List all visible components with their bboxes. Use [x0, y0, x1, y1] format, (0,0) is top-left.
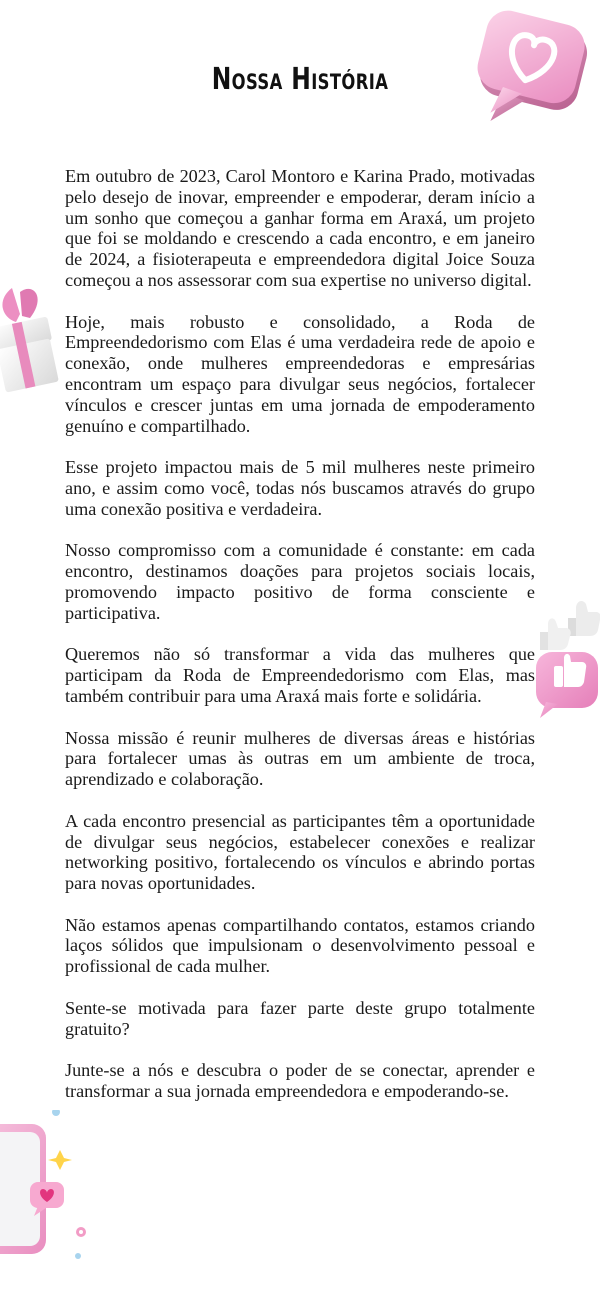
paragraph: A cada encontro presencial as participantes têm a oportunidade de divulgar seus negócios, estabelecer conexões e realizar networking positivo, fortalecendo os vínculos e abrindo portas para novas oportunidades. [65, 810, 535, 894]
paragraph: Não estamos apenas compartilhando contatos, estamos criando laços sólidos que impulsionam o desenvolvimento pessoal e profissional de cada mulher. [65, 914, 535, 977]
heart-speech-bubble-icon [470, 10, 598, 135]
paragraph: Hoje, mais robusto e consolidado, a Roda de Empreendedorismo com Elas é uma verdadeira rede de apoio e conexão, onde mulheres empreendedoras e empresárias encontram um espaço para divulgar seus negócios, fortalecer vínculos e crescer juntas em uma jornada de empoderamento genuíno e compartilhado. [65, 311, 535, 436]
paragraph: Junte-se a nós e descubra o poder de se conectar, aprender e transformar a sua jornada empreendedora e empoderando-se. [65, 1060, 535, 1102]
paragraph: Nossa missão é reunir mulheres de diversas áreas e histórias para fortalecer umas às outras em um ambiente de troca, aprendizado e colaboração. [65, 727, 535, 790]
page-title: Nossa História [211, 62, 389, 97]
paragraph: Em outubro de 2023, Carol Montoro e Karina Prado, motivadas pelo desejo de inovar, empreender e empoderar, deram início a um sonho que começou a ganhar forma em Araxá, um projeto que foi se moldando e crescendo a cada encontro, e em janeiro de 2024, a fisioterapeuta e empreendedora digital Joice Souza começou a nos assessorar com sua expertise no universo digital. [65, 166, 535, 290]
paragraph: Sente-se motivada para fazer parte deste grupo totalmente gratuito? [65, 997, 535, 1039]
paragraph: Esse projeto impactou mais de 5 mil mulheres neste primeiro ano, e assim como você, todas nós buscamos através do grupo uma conexão positiva e verdadeira. [65, 457, 535, 519]
paragraph: Nosso compromisso com a comunidade é constante: em cada encontro, destinamos doações para projetos sociais locais, promovendo impacto positivo de forma consciente e participativa. [65, 540, 535, 623]
thumbs-up-icon [530, 590, 600, 720]
phone-heart-icon [0, 1110, 100, 1270]
paragraph: Queremos não só transformar a vida das mulheres que participam da Roda de Empreendedorismo com Elas, mas também contribuir para uma Araxá mais forte e solidária. [65, 644, 535, 706]
history-text [65, 166, 535, 1123]
gift-box-icon [0, 282, 60, 394]
